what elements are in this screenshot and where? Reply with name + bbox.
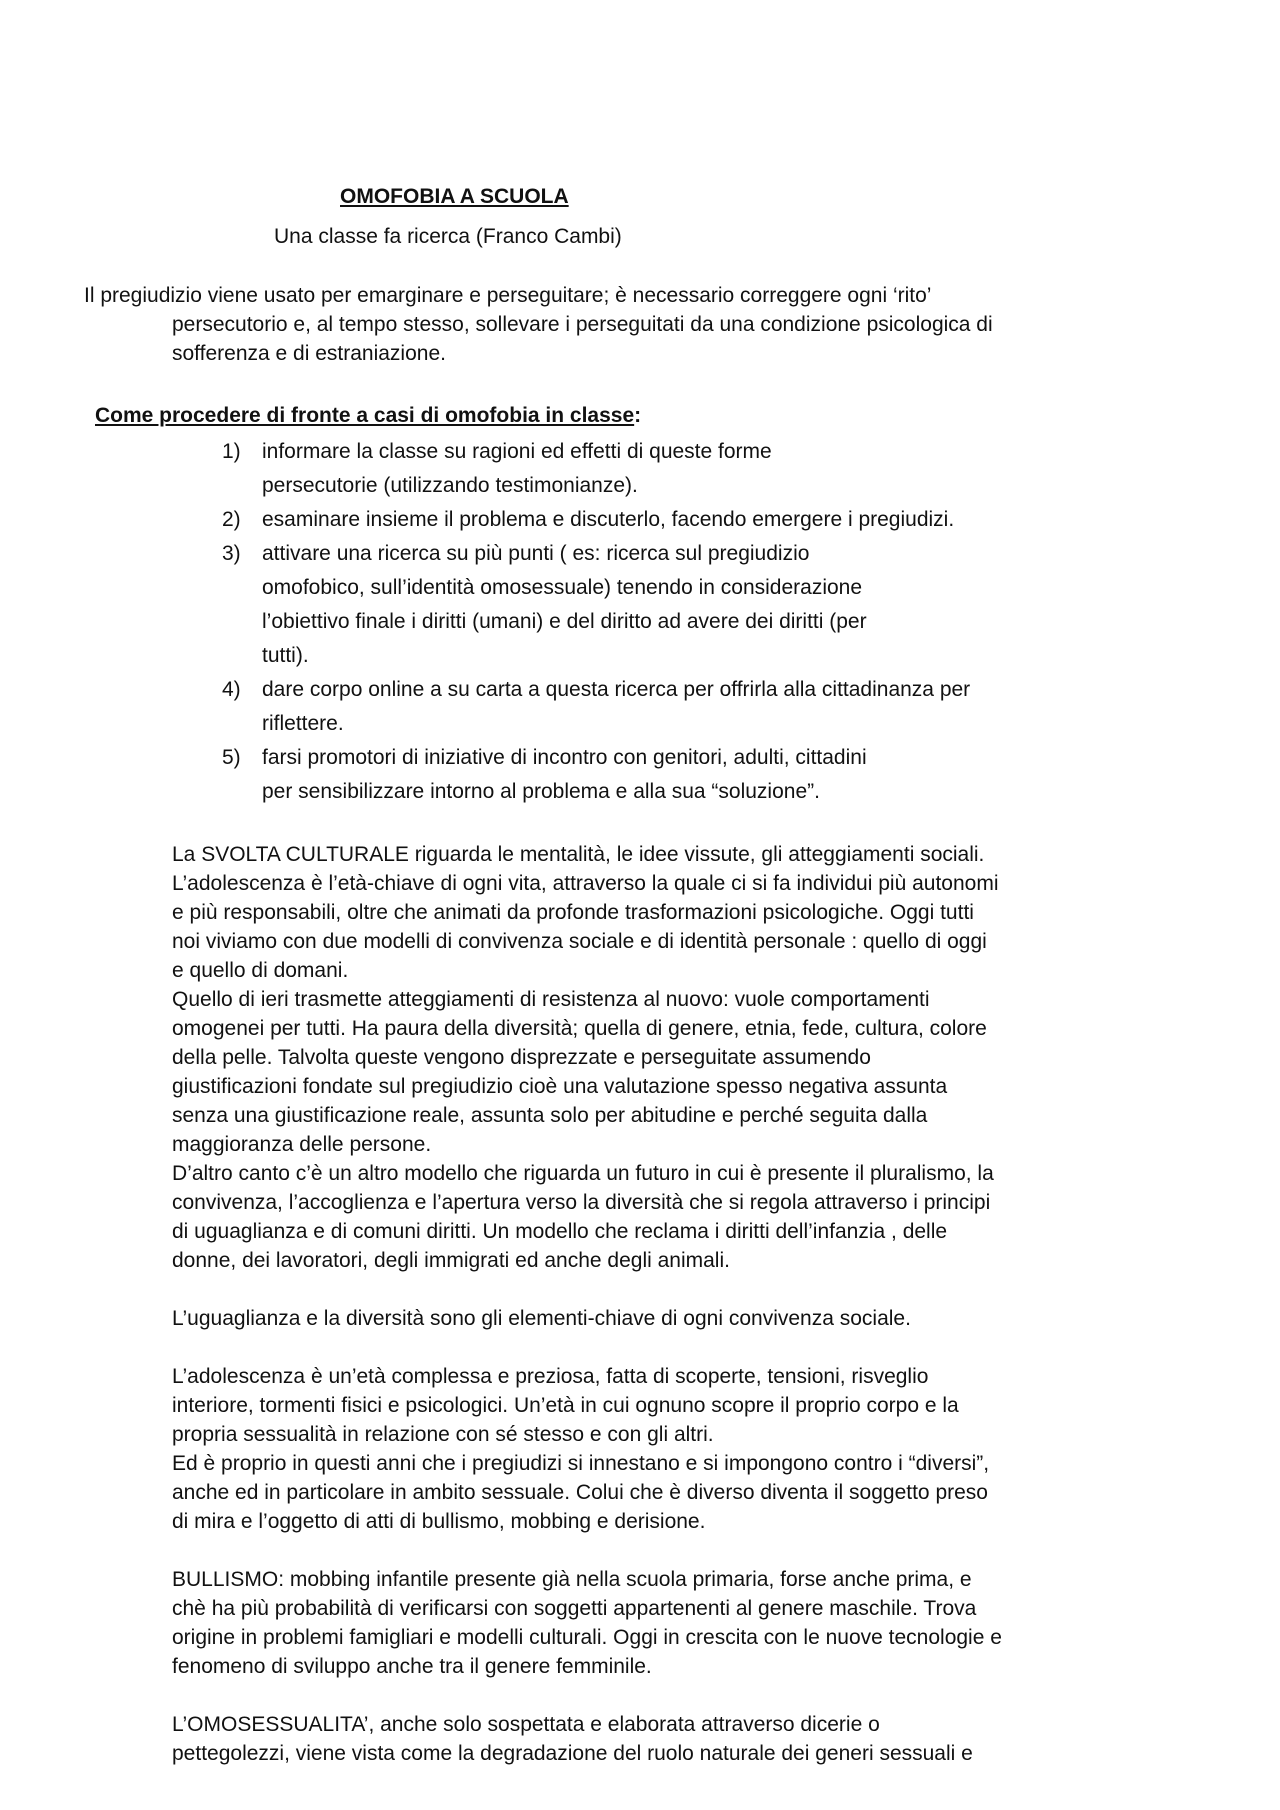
paragraph-bullismo (172, 1565, 1132, 1681)
paragraph-line: Quello di ieri trasmette atteggiamenti di resistenza al nuovo: vuole comportamenti (172, 988, 930, 1011)
section-heading-colon: : (634, 404, 642, 427)
paragraph-line: BULLISMO: mobbing infantile presente già nella scuola primaria, forse anche prima, e (172, 1568, 972, 1591)
list-item-number: 3) (222, 542, 241, 565)
list-item (222, 537, 1122, 673)
paragraph-line: e più responsabili, oltre che animati da profonde trasformazioni psicologiche. Oggi tutti (172, 901, 974, 924)
section-heading-text: Come procedere di fronte a casi di omofobia in classe (95, 404, 635, 427)
list-item (222, 741, 1122, 809)
paragraph-line: L’adolescenza è un’età complessa e preziosa, fatta di scoperte, tensioni, risveglio (172, 1365, 929, 1388)
paragraph-line: L’uguaglianza e la diversità sono gli elementi-chiave di ogni convivenza sociale. (172, 1307, 911, 1330)
list-item-number: 1) (222, 440, 241, 463)
paragraph-line: di uguaglianza e di comuni diritti. Un modello che reclama i diritti dell’infanzia , delle (172, 1220, 948, 1243)
paragraph-omosessualita (172, 1710, 1132, 1768)
paragraph-uguaglianza (172, 1304, 1132, 1333)
paragraph-line: maggioranza delle persone. (172, 1133, 432, 1156)
paragraph-adolescenza (172, 1362, 1132, 1536)
paragraph-svolta-culturale (172, 840, 1132, 1275)
paragraph-line: propria sessualità in relazione con sé stesso e con gli altri. (172, 1423, 714, 1446)
intro-paragraph (84, 281, 1124, 368)
paragraph-gap (172, 1681, 1132, 1710)
intro-line: Il pregiudizio viene usato per emarginare e perseguitare; è necessario correggere ogni ‘rito’ (84, 284, 932, 307)
steps-list (222, 435, 1122, 809)
paragraph-line: giustificazioni fondate sul pregiudizio cioè una valutazione spesso negativa assunta (172, 1075, 948, 1098)
list-item-line: attivare una ricerca su più punti ( es: ricerca sul pregiudizio (262, 542, 810, 565)
paragraph-line: di mira e l’oggetto di atti di bullismo, mobbing e derisione. (172, 1510, 706, 1533)
paragraph-line: noi viviamo con due modelli di convivenza sociale e di identità personale : quello di oggi (172, 930, 987, 953)
document-subtitle: Una classe fa ricerca (Franco Cambi) (274, 225, 622, 248)
paragraph-line: fenomeno di sviluppo anche tra il genere femminile. (172, 1655, 652, 1678)
section-heading (95, 401, 641, 430)
paragraph-line: omogenei per tutti. Ha paura della diversità; quella di genere, etnia, fede, cultura, colore (172, 1017, 987, 1040)
paragraph-line: interiore, tormenti fisici e psicologici. Un’età in cui ognuno scopre il proprio corpo e la (172, 1394, 959, 1417)
list-item (222, 673, 1122, 741)
paragraph-line: origine in problemi famigliari e modelli culturali. Oggi in crescita con le nuove tecnologie e (172, 1626, 1002, 1649)
list-item-line: riflettere. (262, 712, 344, 735)
paragraph-line: chè ha più probabilità di verificarsi con soggetti appartenenti al genere maschile. Trova (172, 1597, 977, 1620)
paragraph-line: L’adolescenza è l’età-chiave di ogni vita, attraverso la quale ci si fa individui più autonomi (172, 872, 999, 895)
paragraph-line: pettegolezzi, viene vista come la degradazione del ruolo naturale dei generi sessuali e (172, 1742, 973, 1765)
paragraph-line: senza una giustificazione reale, assunta solo per abitudine e perché seguita dalla (172, 1104, 928, 1127)
document-title: OMOFOBIA A SCUOLA (340, 185, 569, 208)
paragraph-line: D’altro canto c’è un altro modello che riguarda un futuro in cui è presente il pluralismo, la (172, 1162, 994, 1185)
paragraph-line: anche ed in particolare in ambito sessuale. Colui che è diverso diventa il soggetto preso (172, 1481, 988, 1504)
paragraph-line: L’OMOSESSUALITA’, anche solo sospettata e elaborata attraverso dicerie o (172, 1713, 880, 1736)
list-item-line: per sensibilizzare intorno al problema e alla sua “soluzione”. (262, 780, 820, 803)
paragraph-line: della pelle. Talvolta queste vengono disprezzate e perseguitate assumendo (172, 1046, 871, 1069)
paragraph-line: Ed è proprio in questi anni che i pregiudizi si innestano e si impongono contro i “diversi”, (172, 1452, 990, 1475)
list-item-line: esaminare insieme il problema e discuterlo, facendo emergere i pregiudizi. (262, 508, 955, 531)
paragraph-gap (172, 1333, 1132, 1362)
list-item-line: persecutorie (utilizzando testimonianze). (262, 474, 638, 497)
intro-line: sofferenza e di estraniazione. (172, 342, 446, 365)
paragraph-line: La SVOLTA CULTURALE riguarda le mentalità, le idee vissute, gli atteggiamenti sociali. (172, 843, 985, 866)
list-item-line: dare corpo online a su carta a questa ricerca per offrirla alla cittadinanza per (262, 678, 971, 701)
list-item (222, 435, 1122, 503)
list-item-number: 5) (222, 746, 241, 769)
body-text (172, 840, 1132, 1768)
paragraph-line: donne, dei lavoratori, degli immigrati ed anche degli animali. (172, 1249, 730, 1272)
list-item-number: 2) (222, 508, 241, 531)
paragraph-line: e quello di domani. (172, 959, 349, 982)
list-item (222, 503, 1122, 537)
paragraph-line: convivenza, l’accoglienza e l’apertura verso la diversità che si regola attraverso i principi (172, 1191, 991, 1214)
list-item-line: omofobico, sull’identità omosessuale) tenendo in considerazione (262, 576, 863, 599)
list-item-line: informare la classe su ragioni ed effetti di queste forme (262, 440, 772, 463)
intro-line: persecutorio e, al tempo stesso, sollevare i perseguitati da una condizione psicologica di (172, 313, 993, 336)
list-item-line: l’obiettivo finale i diritti (umani) e del diritto ad avere dei diritti (per (262, 610, 867, 633)
list-item-number: 4) (222, 678, 241, 701)
list-item-line: tutti). (262, 644, 309, 667)
paragraph-gap (172, 1275, 1132, 1304)
list-item-line: farsi promotori di iniziative di incontro con genitori, adulti, cittadini (262, 746, 867, 769)
paragraph-gap (172, 1536, 1132, 1565)
